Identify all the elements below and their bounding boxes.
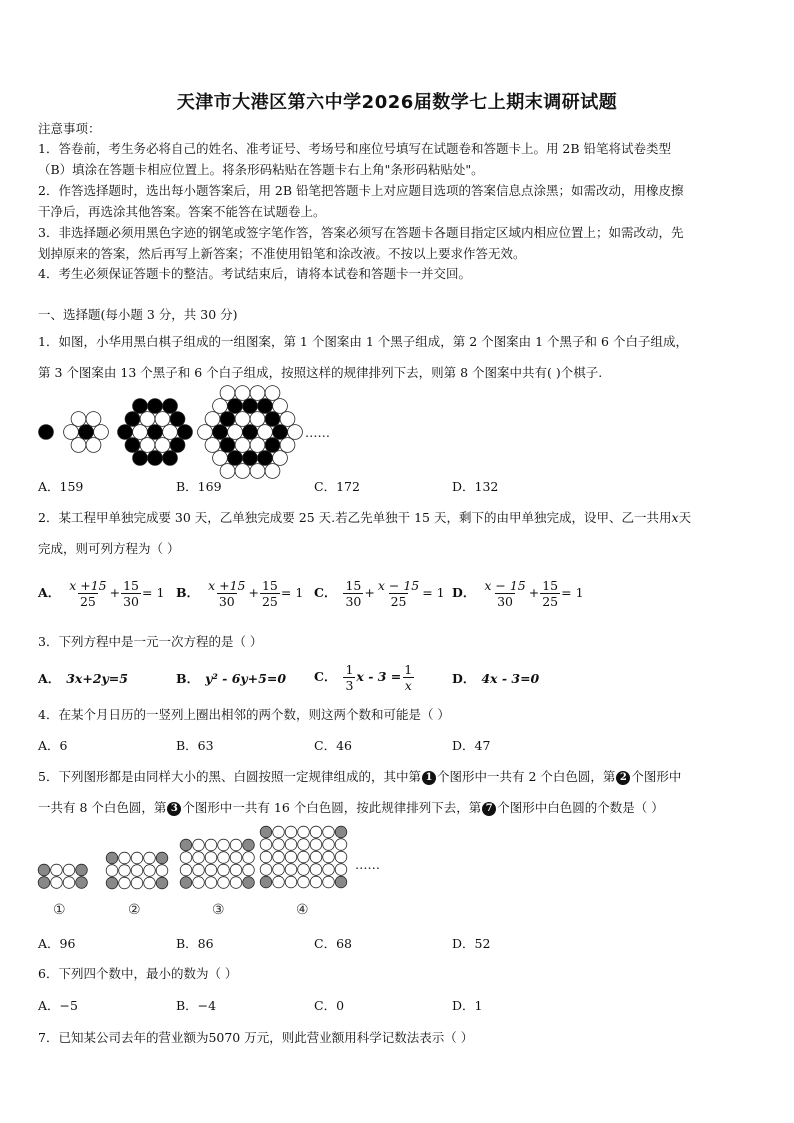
white-stone xyxy=(280,412,295,427)
white-stone xyxy=(258,425,273,440)
white-circle xyxy=(205,877,217,889)
fraction xyxy=(402,662,414,693)
white-circle xyxy=(218,877,230,889)
white-stone xyxy=(71,412,86,427)
white-circle xyxy=(260,851,272,863)
q5-circle-grid-figure xyxy=(30,826,360,904)
black-stone xyxy=(273,425,288,440)
gray-circle xyxy=(106,852,118,864)
white-stone xyxy=(220,386,235,401)
gray-circle xyxy=(180,839,192,851)
denominator: 25 xyxy=(542,594,559,609)
black-stone xyxy=(133,399,148,414)
white-stone xyxy=(140,412,155,427)
section-heading: 一、选择题(每小题 3 分，共 30 分) xyxy=(38,307,238,322)
white-circle xyxy=(310,864,322,876)
option-label: C． xyxy=(314,669,337,684)
black-stone xyxy=(265,438,280,453)
black-stone xyxy=(178,425,193,440)
denominator: 30 xyxy=(218,594,235,609)
q5-option-c[interactable]: C．68 xyxy=(314,936,352,951)
page-title: 天津市大港区第六中学2026届数学七上期末调研试题 xyxy=(176,92,618,113)
q5-text: 个图形中一共有 16 个白色圆，按此规律排列下去，第 xyxy=(182,800,482,815)
white-stone xyxy=(94,425,109,440)
numerator: x +15 xyxy=(208,578,246,593)
gray-circle xyxy=(260,876,272,888)
white-stone xyxy=(265,464,280,479)
fraction xyxy=(260,578,280,609)
white-circle xyxy=(131,877,143,889)
white-stone xyxy=(213,451,228,466)
denominator: 30 xyxy=(123,594,139,609)
fraction xyxy=(482,578,527,609)
white-circle xyxy=(106,865,118,877)
white-stone xyxy=(273,451,288,466)
denominator: 25 xyxy=(79,594,96,609)
white-circle xyxy=(205,864,217,876)
black-stone xyxy=(148,451,163,466)
black-stone xyxy=(258,451,273,466)
white-circle xyxy=(230,839,242,851)
black-stone xyxy=(163,399,178,414)
white-circle xyxy=(218,852,230,864)
white-stone xyxy=(71,438,86,453)
q4-option-c[interactable]: C．46 xyxy=(314,738,352,753)
white-circle xyxy=(260,839,272,851)
q1-option-c[interactable]: C．172 xyxy=(314,479,360,494)
black-stone xyxy=(213,425,228,440)
white-stone xyxy=(163,425,178,440)
equation-rhs: = 1 xyxy=(142,585,165,600)
black-stone xyxy=(228,399,243,414)
q2-option-c[interactable]: C． $\frac{15}{30}$ + $\frac{x - 15}{25}$ = 1 xyxy=(314,578,445,609)
numerator: x +15 xyxy=(69,578,107,593)
white-circle xyxy=(193,864,205,876)
fraction xyxy=(376,578,421,609)
white-circle xyxy=(51,877,63,889)
q5-text: 个图形中一共有 2 个白色圆，第 xyxy=(436,769,616,784)
q1-stem-line2: 第 3 个图案由 13 个黑子和 6 个白子组成，按照这样的规律排列下去，则第 8 个图案中共有( )个棋子. xyxy=(38,365,603,380)
q6-option-d[interactable]: D．1 xyxy=(452,998,483,1013)
denominator: 25 xyxy=(261,594,278,609)
black-stone xyxy=(170,438,185,453)
gray-circle xyxy=(260,826,272,838)
black-stone xyxy=(125,438,140,453)
q6-stem: 6．下列四个数中，最小的数为（ ） xyxy=(38,966,238,981)
gray-circle xyxy=(243,877,255,889)
circled-number: 1 xyxy=(422,771,436,785)
white-circle xyxy=(230,852,242,864)
q6-option-c[interactable]: C．0 xyxy=(314,998,345,1013)
gray-circle xyxy=(76,877,88,889)
q5-figure-label: ① xyxy=(53,902,66,918)
white-stone xyxy=(155,412,170,427)
black-stone xyxy=(258,399,273,414)
option-label: C． xyxy=(314,585,337,600)
gray-circle xyxy=(156,852,168,864)
q5-text: 个图形中 xyxy=(631,769,682,784)
q2-option-d[interactable]: D． $\frac{x - 15}{30}$ + $\frac{15}{25}$ = 1 xyxy=(452,578,584,609)
black-stone xyxy=(243,399,258,414)
white-circle xyxy=(285,826,297,838)
white-stone xyxy=(86,438,101,453)
q5-figure-label: ② xyxy=(128,902,141,918)
white-circle xyxy=(323,851,335,863)
white-stone xyxy=(235,464,250,479)
gray-circle xyxy=(38,864,50,876)
option-label: D． xyxy=(452,585,476,600)
q5-text: 5．下列图形都是由同样大小的黑、白圆按照一定规律组成的，其中第 xyxy=(38,769,421,784)
white-circle xyxy=(285,864,297,876)
white-circle xyxy=(193,852,205,864)
gray-circle xyxy=(180,877,192,889)
black-stone xyxy=(79,425,94,440)
white-circle xyxy=(180,864,192,876)
numerator: 15 xyxy=(123,578,139,593)
denominator: 25 xyxy=(390,594,407,609)
q2-stem-tail: 天 xyxy=(678,510,692,525)
white-stone xyxy=(213,399,228,414)
white-stone xyxy=(155,438,170,453)
black-stone xyxy=(133,451,148,466)
option-label: B． xyxy=(176,671,200,686)
q5-option-a[interactable]: A．96 xyxy=(38,936,76,951)
fraction xyxy=(206,578,247,609)
q1-option-a[interactable]: A．159 xyxy=(38,479,84,494)
option-label: A． xyxy=(38,585,61,600)
white-circle xyxy=(131,852,143,864)
q5-text: 一共有 8 个白色圆，第 xyxy=(38,800,167,815)
q4-option-a[interactable]: A．6 xyxy=(38,738,68,753)
gray-circle xyxy=(335,826,347,838)
white-circle xyxy=(51,864,63,876)
white-stone xyxy=(140,438,155,453)
black-stone xyxy=(220,438,235,453)
q5-text: 个图形中白色圆的个数是（ ） xyxy=(497,800,664,815)
gray-circle xyxy=(76,864,88,876)
black-stone xyxy=(243,451,258,466)
q3-stem: 3．下列方程中是一元一次方程的是（ ） xyxy=(38,634,263,649)
gray-circle xyxy=(335,876,347,888)
white-stone xyxy=(205,438,220,453)
q3-option-b[interactable] xyxy=(176,670,286,688)
equation: 4x - 3=0 xyxy=(481,671,540,686)
black-stone xyxy=(125,412,140,427)
white-stone xyxy=(64,425,79,440)
white-stone xyxy=(133,425,148,440)
white-circle xyxy=(310,826,322,838)
white-circle xyxy=(323,839,335,851)
white-stone xyxy=(220,464,235,479)
white-circle xyxy=(260,864,272,876)
option-label: B． xyxy=(176,585,200,600)
fraction xyxy=(343,578,363,609)
numerator: 1 xyxy=(345,662,354,677)
option-label: A． xyxy=(38,671,61,686)
q2-stem-line2: 完成，则可列方程为（ ） xyxy=(38,541,180,556)
white-circle xyxy=(205,852,217,864)
notice-line: 4．考生必须保证答题卡的整洁。考试结束后，请将本试卷和答题卡一并交回。 xyxy=(38,266,471,281)
white-circle xyxy=(285,839,297,851)
equation: 3x+2y=5 xyxy=(66,671,128,686)
white-circle xyxy=(298,826,310,838)
q4-stem: 4．在某个月日历的一竖列上圈出相邻的两个数，则这两个数和可能是（ ） xyxy=(38,707,450,722)
white-circle xyxy=(335,864,347,876)
circled-number: 2 xyxy=(616,771,630,785)
white-stone xyxy=(280,438,295,453)
white-circle xyxy=(156,865,168,877)
white-stone xyxy=(228,425,243,440)
white-circle xyxy=(273,876,285,888)
white-circle xyxy=(144,877,156,889)
equation-rhs: = 1 xyxy=(561,585,584,600)
fraction xyxy=(540,578,560,609)
white-circle xyxy=(298,851,310,863)
white-stone xyxy=(265,386,280,401)
white-circle xyxy=(298,839,310,851)
white-stone xyxy=(198,425,213,440)
q1-ellipsis: …… xyxy=(305,425,330,440)
q2-variable: x xyxy=(671,510,679,525)
q3-option-d[interactable] xyxy=(452,670,539,688)
white-circle xyxy=(180,852,192,864)
q2-option-a[interactable]: A． $\frac{x +15}{25}$ + $\frac{15}{30}$ = 1 xyxy=(38,578,165,609)
notice-line: 2．作答选择题时，选出每小题答案后，用 2B 铅笔把答题卡上对应题目选项的答案信息点涂黑；如需改动，用橡皮擦 xyxy=(38,183,684,198)
white-circle xyxy=(273,839,285,851)
white-circle xyxy=(285,876,297,888)
equation: x - 3 = xyxy=(356,669,402,684)
white-circle xyxy=(119,877,131,889)
q1-hexagon-pattern-figure xyxy=(30,388,310,470)
white-circle xyxy=(119,865,131,877)
white-circle xyxy=(230,864,242,876)
white-circle xyxy=(273,864,285,876)
equation: y² - 6y+5=0 xyxy=(205,671,287,686)
white-stone xyxy=(250,386,265,401)
white-circle xyxy=(335,839,347,851)
white-stone xyxy=(250,464,265,479)
notice-line: 3．非选择题必须用黑色字迹的钢笔或签字笔作答，答案必须写在答题卡各题目指定区域内相应位置上；如需改动，先 xyxy=(38,225,684,240)
circled-number: 3 xyxy=(167,802,181,816)
equation-rhs: = 1 xyxy=(422,585,445,600)
gray-circle xyxy=(106,877,118,889)
option-label: D． xyxy=(452,671,476,686)
q5-figure-label: ④ xyxy=(296,902,309,918)
white-circle xyxy=(193,839,205,851)
white-circle xyxy=(335,851,347,863)
numerator: 15 xyxy=(345,578,362,593)
white-circle xyxy=(310,876,322,888)
fraction xyxy=(343,662,355,693)
black-stone xyxy=(39,425,54,440)
q1-option-d[interactable]: D．132 xyxy=(452,479,499,494)
circled-number: 7 xyxy=(482,802,496,816)
black-stone xyxy=(265,412,280,427)
q7-stem: 7．已知某公司去年的营业额为5070 万元，则此营业额用科学记数法表示（ ） xyxy=(38,1030,474,1045)
denominator: 30 xyxy=(497,594,513,609)
white-circle xyxy=(63,864,75,876)
black-stone xyxy=(243,425,258,440)
white-stone xyxy=(86,412,101,427)
q5-option-d[interactable]: D．52 xyxy=(452,936,491,951)
white-stone xyxy=(235,412,250,427)
numerator: x − 15 xyxy=(484,578,526,593)
q3-option-a[interactable] xyxy=(38,670,128,688)
q2-stem-text: 2．某工程甲单独完成要 30 天，乙单独完成要 25 天.若乙先单独干 15 天，剩下的由甲单独完成，设甲、乙一共用 xyxy=(38,510,672,525)
denominator: x xyxy=(404,678,412,693)
numerator: 15 xyxy=(261,578,278,593)
gray-circle xyxy=(243,839,255,851)
q6-option-a[interactable]: A．−5 xyxy=(38,998,78,1013)
notice-line: 干净后，再选涂其他答案。答案不能答在试题卷上。 xyxy=(38,204,326,219)
white-stone xyxy=(235,386,250,401)
fraction xyxy=(121,578,141,609)
white-circle xyxy=(323,826,335,838)
q3-option-c[interactable] xyxy=(314,662,415,693)
black-stone xyxy=(163,451,178,466)
equation-rhs: = 1 xyxy=(280,585,304,600)
white-circle xyxy=(144,865,156,877)
white-circle xyxy=(273,826,285,838)
fraction xyxy=(67,578,108,609)
white-circle xyxy=(218,864,230,876)
white-circle xyxy=(298,876,310,888)
q2-option-b[interactable]: B． $\frac{x +15}{30}$ + $\frac{15}{25}$ = 1 xyxy=(176,578,304,609)
white-circle xyxy=(205,839,217,851)
white-circle xyxy=(310,839,322,851)
white-circle xyxy=(230,877,242,889)
denominator: 3 xyxy=(345,678,354,693)
white-circle xyxy=(243,852,255,864)
white-circle xyxy=(285,851,297,863)
white-circle xyxy=(310,851,322,863)
black-stone xyxy=(148,399,163,414)
q5-option-b[interactable]: B．86 xyxy=(176,936,214,951)
black-stone xyxy=(170,412,185,427)
white-stone xyxy=(288,425,303,440)
white-circle xyxy=(323,876,335,888)
white-stone xyxy=(235,438,250,453)
notice-line: （B）填涂在答题卡相应位置上。将条形码粘贴在答题卡右上角"条形码粘贴处"。 xyxy=(38,162,484,177)
black-stone xyxy=(228,451,243,466)
white-circle xyxy=(243,864,255,876)
gray-circle xyxy=(156,877,168,889)
white-circle xyxy=(63,877,75,889)
black-stone xyxy=(148,425,163,440)
white-stone xyxy=(273,399,288,414)
black-stone xyxy=(118,425,133,440)
white-circle xyxy=(193,877,205,889)
q4-option-b[interactable]: B．63 xyxy=(176,738,214,753)
q4-option-d[interactable]: D．47 xyxy=(452,738,491,753)
numerator: 15 xyxy=(542,578,559,593)
white-circle xyxy=(144,852,156,864)
white-circle xyxy=(273,851,285,863)
white-circle xyxy=(323,864,335,876)
white-circle xyxy=(119,852,131,864)
q2-stem-line1 xyxy=(38,509,691,527)
white-circle xyxy=(298,864,310,876)
notice-heading: 注意事项： xyxy=(38,121,101,136)
q5-stem-line2 xyxy=(38,799,664,817)
q6-option-b[interactable]: B．−4 xyxy=(176,998,217,1013)
white-stone xyxy=(205,412,220,427)
q1-stem-line1: 1．如图，小华用黑白棋子组成的一组图案，第 1 个图案由 1 个黑子组成，第 2 个图案由 1 个黑子和 6 个白子组成， xyxy=(38,334,688,349)
q5-stem-line1 xyxy=(38,768,681,786)
white-stone xyxy=(250,412,265,427)
numerator: 1 xyxy=(404,662,413,677)
notice-line: 划掉原来的答案，然后再写上新答案；不准使用铅笔和涂改液。不按以上要求作答无效。 xyxy=(38,246,526,261)
q1-option-b[interactable]: B．169 xyxy=(176,479,222,494)
gray-circle xyxy=(38,877,50,889)
q5-figure-label: ③ xyxy=(212,902,225,918)
white-circle xyxy=(131,865,143,877)
numerator: x − 15 xyxy=(377,578,420,593)
denominator: 30 xyxy=(345,594,362,609)
notice-line: 1．答卷前，考生务必将自己的姓名、准考证号、考场号和座位号填写在试题卷和答题卡上。用 2B 铅笔将试卷类型 xyxy=(38,141,672,156)
black-stone xyxy=(220,412,235,427)
white-circle xyxy=(218,839,230,851)
q5-ellipsis: …… xyxy=(355,857,380,872)
white-stone xyxy=(250,438,265,453)
